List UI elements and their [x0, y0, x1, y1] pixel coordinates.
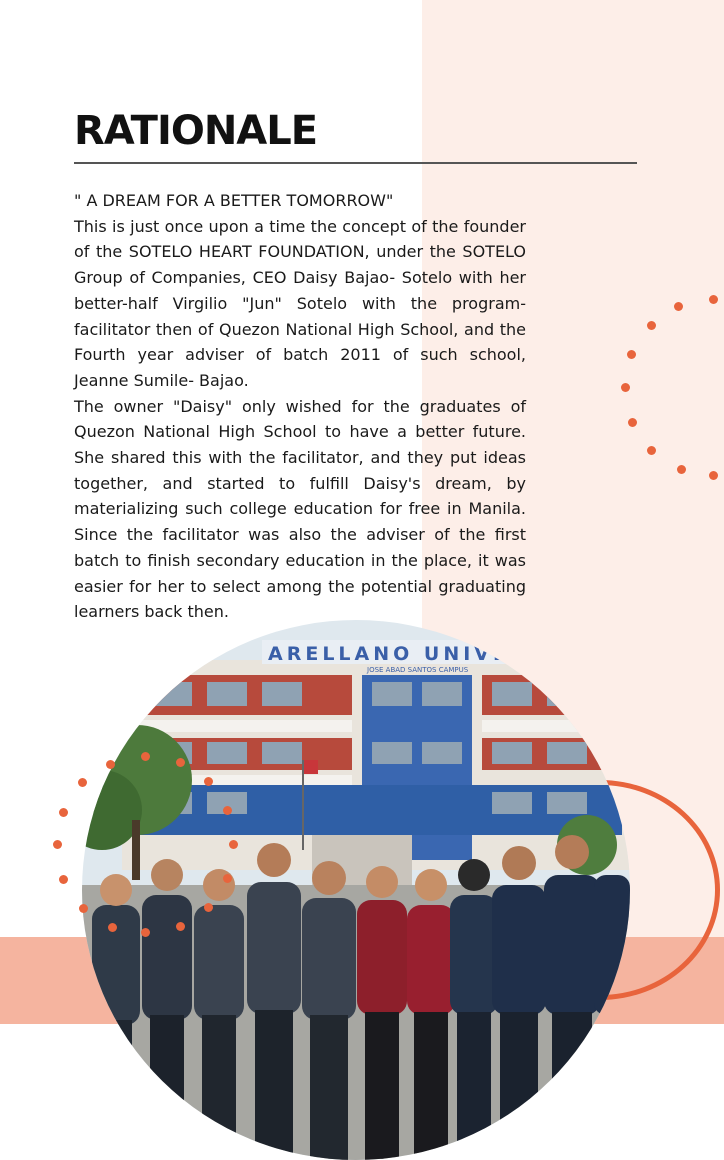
- decorative-dot: [176, 758, 185, 767]
- decorative-dot: [176, 922, 185, 931]
- decorative-dot: [223, 806, 232, 815]
- decorative-dot: [59, 875, 68, 884]
- decorative-dot: [627, 350, 636, 359]
- decorative-dot: [709, 295, 718, 304]
- title-divider: [74, 162, 637, 164]
- decorative-dot: [709, 471, 718, 480]
- decorative-dot: [229, 840, 238, 849]
- decorative-dot: [53, 840, 62, 849]
- group-photo: [82, 620, 630, 1160]
- decorative-dot: [106, 760, 115, 769]
- group-photo-illustration: [82, 620, 630, 1160]
- decorative-dot: [79, 904, 88, 913]
- building-sign: ARELLANO UNIVE: [268, 643, 510, 665]
- decorative-dot: [647, 446, 656, 455]
- decorative-dot: [204, 777, 213, 786]
- page-title: RATIONALE: [74, 108, 318, 154]
- decorative-dot: [621, 383, 630, 392]
- decorative-dot: [78, 778, 87, 787]
- building-sign-subtext: JOSE ABAD SANTOS CAMPUS: [367, 666, 469, 674]
- decorative-dot: [674, 302, 683, 311]
- decorative-dot: [108, 923, 117, 932]
- decorative-dot: [141, 752, 150, 761]
- rationale-text: [74, 188, 526, 625]
- subtitle: " A DREAM FOR A BETTER TOMORROW": [74, 191, 394, 210]
- decorative-dot: [204, 903, 213, 912]
- decorative-dot: [628, 418, 637, 427]
- decorative-dot: [677, 465, 686, 474]
- decorative-dot: [223, 874, 232, 883]
- decorative-dot: [59, 808, 68, 817]
- decorative-dot: [141, 928, 150, 937]
- decorative-dot: [647, 321, 656, 330]
- paragraph-1: This is just once upon a time the concept of the founder of the SOTELO HEART FOUNDATION, under the SOTELO Group of Companies, CEO Daisy Bajao- Sotelo with her better-half Virgilio "Jun" Sotelo with the program-facilitator then of Quezon National High School, and the Fourth year adviser of batch 2011 of such school, Jeanne Sumile- Bajao.: [74, 216, 526, 390]
- paragraph-2: The owner "Daisy" only wished for the graduates of Quezon National High School to have a better future. She shared this with the facilitator, and they put ideas together, and started to fulfill Daisy's dream, by materializing such college education for free in Manila. Since the facilitator was also the adviser of the first batch to finish secondary education in the place, it was easier for her to select among the potential graduating learners back then.: [74, 396, 526, 622]
